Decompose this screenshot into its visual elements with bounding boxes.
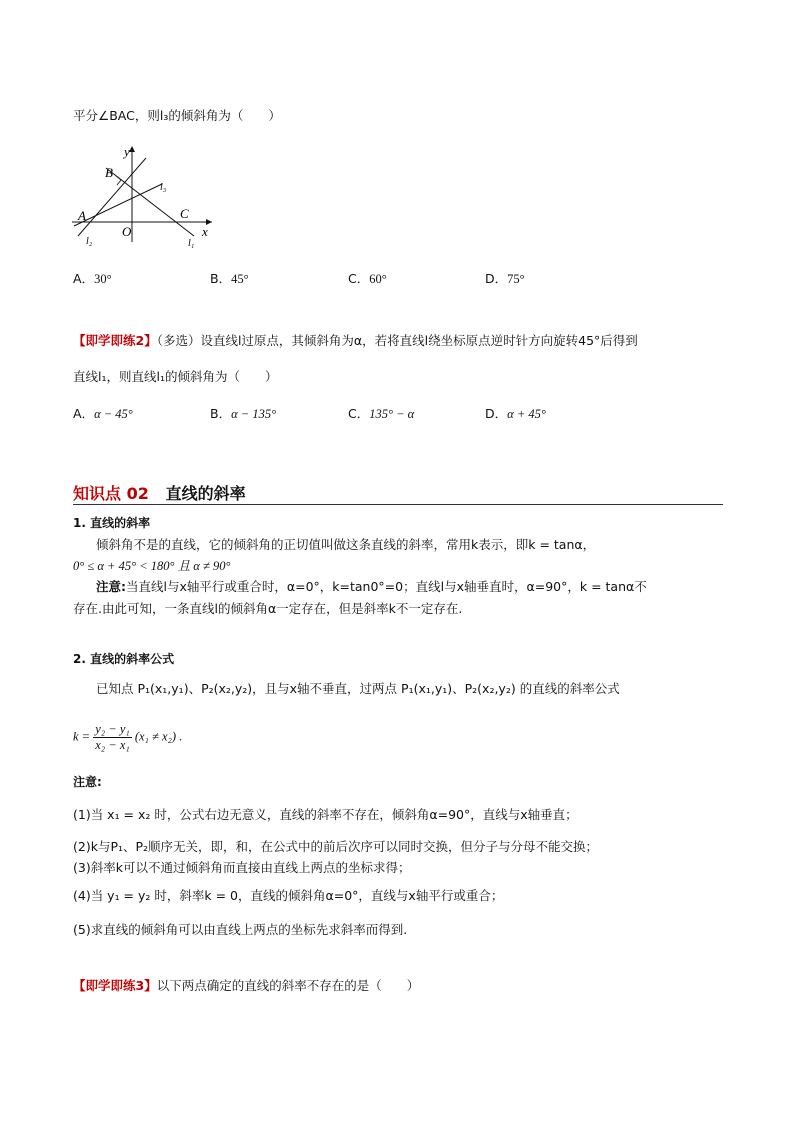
q2-option-c: C．135° − α xyxy=(348,406,415,421)
q2-option-a: A．α − 45° xyxy=(73,406,133,421)
part2-note-5: (5)求直线的倾斜角可以由直线上两点的坐标先求斜率而得到. xyxy=(73,922,408,937)
label-l2: l₂ xyxy=(86,236,93,247)
part1-line3: 注意:当直线l与x轴平行或重合时，α=0°，k=tan0°=0；直线l与x轴垂直时，α=90°，k = tanα不 xyxy=(96,579,647,594)
y-axis-arrow xyxy=(129,146,135,152)
q3-line: 【即学即练3】以下两点确定的直线的斜率不存在的是（ ） xyxy=(73,978,420,993)
part1-line4: 存在.由此可知，一条直线l的倾斜角α一定存在，但是斜率k不一定存在. xyxy=(73,601,463,616)
q2-option-d: D．α + 45° xyxy=(485,406,546,421)
label-l3: l₃ xyxy=(160,182,167,193)
q2-line2: 直线l₁，则直线l₁的倾斜角为（ ） xyxy=(73,369,278,384)
part2-heading: 2. 直线的斜率公式 xyxy=(73,652,175,666)
q1-option-a: A．30° xyxy=(73,271,112,286)
q1-figure xyxy=(70,140,220,252)
label-l1: l₁ xyxy=(188,238,195,249)
q3-tag: 【即学即练3】 xyxy=(73,978,157,993)
part2-note-3: (3)斜率k可以不通过倾斜角而直接由直线上两点的坐标求得； xyxy=(73,860,411,875)
section-divider xyxy=(73,504,723,505)
q2-option-b: B．α − 135° xyxy=(210,406,277,421)
part2-note-label: 注意: xyxy=(73,775,102,789)
label-C: C xyxy=(180,206,189,221)
part2-note-4: (4)当 y₁ = y₂ 时，斜率k = 0，直线的倾斜角α=0°，直线与x轴平行或重合； xyxy=(73,888,504,903)
q1-option-c: C．60° xyxy=(348,271,387,286)
section-title xyxy=(73,481,246,504)
section-number: 知识点 02 xyxy=(73,484,149,503)
q1-option-b: B．45° xyxy=(210,271,249,286)
part1-line2: 0° ≤ α + 45° < 180° 且 α ≠ 90° xyxy=(73,559,231,573)
section-name: 直线的斜率 xyxy=(165,484,246,503)
label-A: A xyxy=(78,208,86,223)
label-B: B xyxy=(105,165,113,180)
part1-line1: 倾斜角不是的直线，它的倾斜角的正切值叫做这条直线的斜率，常用k表示，即k = tanα， xyxy=(96,537,596,552)
slope-formula: k = $\frac{\text{y₂ − y₁}}{\text{x₂ − x₁}}$ (x₁ ≠ x₂) . xyxy=(73,722,183,752)
part2-line1: 已知点 P₁(x₁,y₁)、P₂(x₂,y₂)，且与x轴不垂直，过两点 P₁(x₁,y₁)、P₂(x₂,y₂) 的直线的斜率公式 xyxy=(96,681,620,696)
q1-stem: 平分∠BAC，则l₃的倾斜角为（ ） xyxy=(73,108,281,123)
q1-option-d: D．75° xyxy=(485,271,525,286)
label-x: x xyxy=(202,224,208,239)
slope-fraction: $\frac{\text{y₂ − y₁}}{\text{x₂ − x₁}}$ xyxy=(95,722,130,752)
part2-note-2: (2)k与P₁、P₂顺序无关，即，和，在公式中的前后次序可以同时交换，但分子与分母不能交换； xyxy=(73,839,599,854)
part1-heading: 1. 直线的斜率 xyxy=(73,516,151,530)
part2-note-1: (1)当 x₁ = x₂ 时，公式右边无意义，直线的斜率不存在，倾斜角α=90°，直线与x轴垂直； xyxy=(73,807,578,822)
label-O: O xyxy=(122,224,132,239)
label-y: y xyxy=(124,144,130,159)
q2-tag: 【即学即练2】 xyxy=(73,333,157,348)
q2-line1: 【即学即练2】（多选）设直线l过原点，其倾斜角为α，若将直线l绕坐标原点逆时针方向旋转45°后得到 xyxy=(73,333,638,348)
